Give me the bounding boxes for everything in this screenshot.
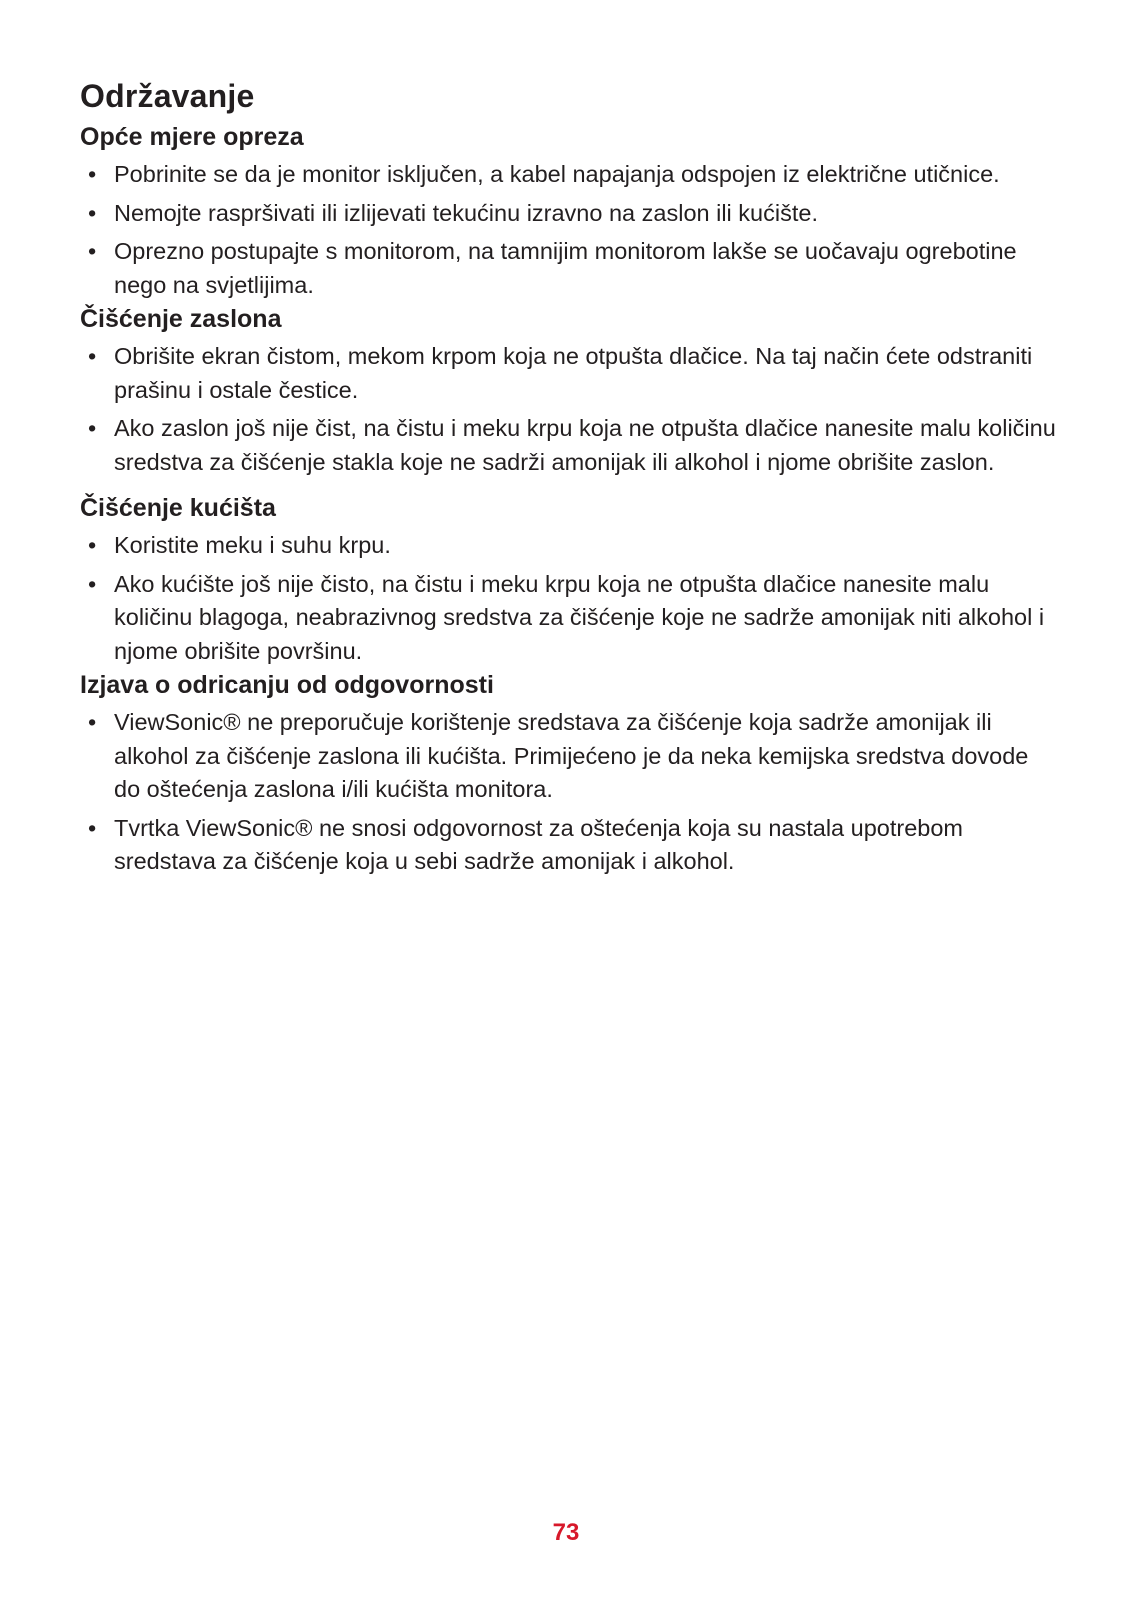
section-heading: Opće mjere opreza [80, 123, 304, 151]
document-page [80, 72, 1060, 879]
section-screen-cleaning [80, 302, 1060, 479]
list-item: • Ako zaslon još nije čist, na čistu i meku krpu koja ne otpušta dlačice nanesite malu količinu sredstva za čišćenje stakla koje ne sadrži amonijak ili alkohol i njome obrišite zaslon. [80, 412, 1060, 479]
list-item: • ViewSonic® ne preporučuje korištenje sredstava za čišćenje koja sadrže amonijak ili alkohol za čišćenje zaslona ili kućišta. Primijećeno je da neka kemijska sredstva dovode do oštećenja zaslona i/ili kućišta monitora. [80, 706, 1060, 807]
list-item: • Pobrinite se da je monitor isključen, a kabel napajanja odspojen iz električne utičnice. [80, 158, 1060, 192]
list-item: • Koristite meku i suhu krpu. [80, 529, 1060, 563]
bullet-list [80, 158, 1060, 302]
section-case-cleaning [80, 491, 1060, 668]
section-heading: Izjava o odricanju od odgovornosti [80, 671, 494, 699]
list-item: • Nemojte raspršivati ili izlijevati tekućinu izravno na zaslon ili kućište. [80, 197, 1060, 231]
list-item: • Tvrtka ViewSonic® ne snosi odgovornost za oštećenja koja su nastala upotrebom sredstava za čišćenje koja u sebi sadrže amonijak i alkohol. [80, 812, 1060, 879]
list-item: • Oprezno postupajte s monitorom, na tamnijim monitorom lakše se uočavaju ogrebotine nego na svjetlijima. [80, 235, 1060, 302]
section-disclaimer [80, 668, 1060, 879]
page-number: 73 [552, 1519, 580, 1546]
section-heading: Čišćenje kućišta [80, 494, 276, 522]
bullet-list [80, 706, 1060, 879]
page-title: Održavanje [80, 78, 255, 114]
list-item: • Obrišite ekran čistom, mekom krpom koja ne otpušta dlačice. Na taj način ćete odstraniti prašinu i ostale čestice. [80, 340, 1060, 407]
bullet-list [80, 529, 1060, 668]
section-heading: Čišćenje zaslona [80, 305, 282, 333]
section-general-precautions [80, 120, 1060, 302]
bullet-list [80, 340, 1060, 479]
list-item: • Ako kućište još nije čisto, na čistu i meku krpu koja ne otpušta dlačice nanesite malu količinu blagoga, neabrazivnog sredstva za čišćenje koje ne sadrže amonijak niti alkohol i njome obrišite površinu. [80, 568, 1060, 669]
